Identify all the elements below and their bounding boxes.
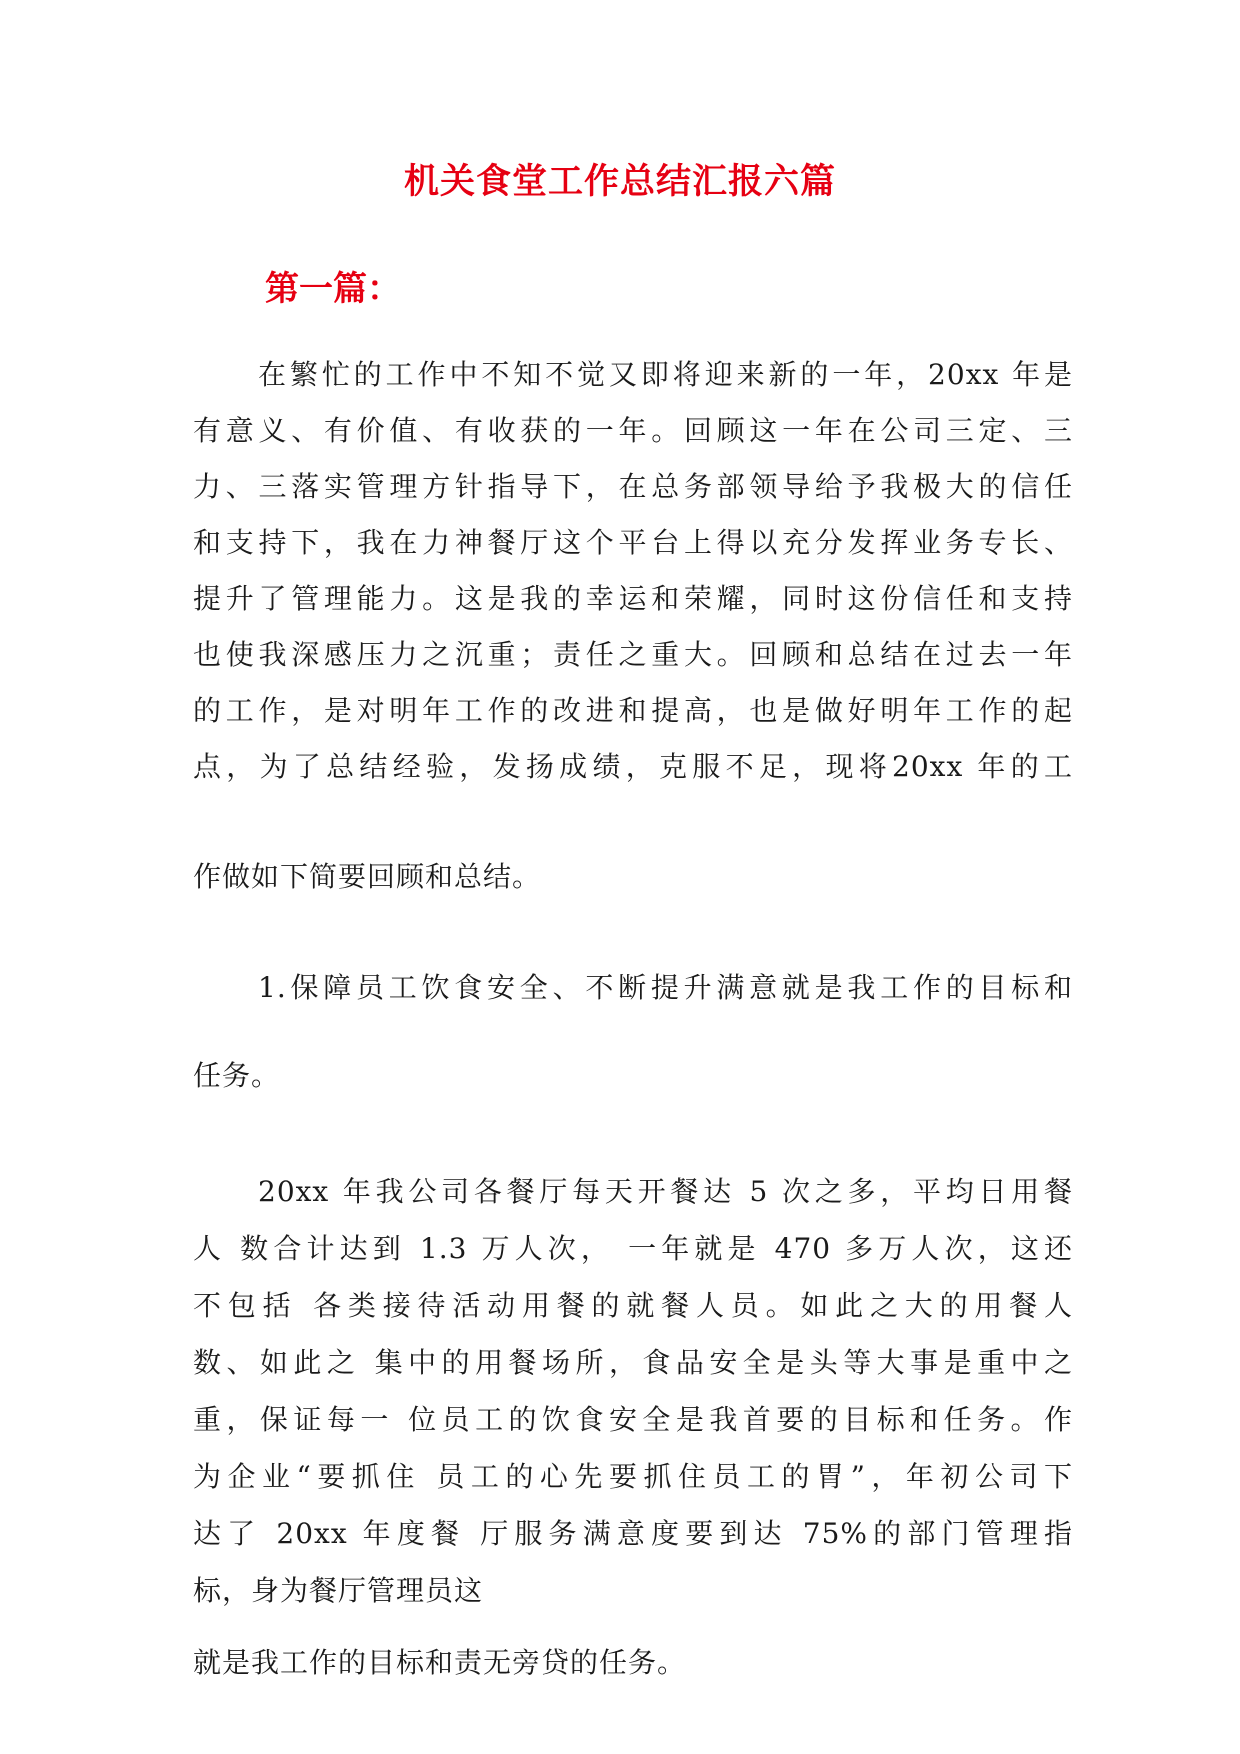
section-heading: 第一篇： (265, 269, 401, 309)
paragraph-line: 重，保证每一 位员工的饮食安全是我首要的目标和任务。作 (193, 1403, 1073, 1436)
paragraph-line: 人 数合计达到 1.3 万人次， 一年就是 470 多万人次，这还 (193, 1232, 1073, 1265)
paragraph-line: 为企业“要抓住 员工的心先要抓住员工的胃”，年初公司下 (193, 1460, 1073, 1493)
document-title: 机关食堂工作总结汇报六篇 (403, 161, 836, 202)
paragraph-line: 的工作，是对明年工作的改进和提高，也是做好明年工作的起 (193, 694, 1073, 727)
paragraph-line: 也使我深感压力之沉重；责任之重大。回顾和总结在过去一年 (193, 638, 1073, 671)
paragraph-line: 20xx 年我公司各餐厅每天开餐达 5 次之多，平均日用餐 (258, 1175, 1073, 1208)
paragraph-line: 数、如此之 集中的用餐场所，食品安全是头等大事是重中之 (193, 1346, 1073, 1379)
paragraph-line: 和支持下，我在力神餐厅这个平台上得以充分发挥业务专长、 (193, 526, 1073, 559)
paragraph-line: 有意义、有价值、有收获的一年。回顾这一年在公司三定、三 (193, 414, 1073, 447)
paragraph-line: 标，身为餐厅管理员这 (193, 1574, 484, 1607)
paragraph-line: 点，为了总结经验，发扬成绩，克服不足，现将20xx 年的工 (193, 750, 1073, 783)
paragraph-line: 提升了管理能力。这是我的幸运和荣耀，同时这份信任和支持 (193, 582, 1073, 615)
paragraph-line: 作做如下简要回顾和总结。 (193, 860, 542, 893)
paragraph-line: 在繁忙的工作中不知不觉又即将迎来新的一年，20xx 年是 (258, 358, 1073, 391)
paragraph-line: 1.保障员工饮食安全、不断提升满意就是我工作的目标和 (258, 971, 1073, 1004)
paragraph-line: 达了 20xx 年度餐 厅服务满意度要到达 75%的部门管理指 (193, 1517, 1073, 1550)
paragraph-line: 不包括 各类接待活动用餐的就餐人员。如此之大的用餐人 (193, 1289, 1073, 1322)
paragraph-line: 就是我工作的目标和责无旁贷的任务。 (193, 1646, 687, 1679)
paragraph-line: 任务。 (193, 1059, 281, 1092)
paragraph-line: 力、三落实管理方针指导下，在总务部领导给予我极大的信任 (193, 470, 1073, 503)
